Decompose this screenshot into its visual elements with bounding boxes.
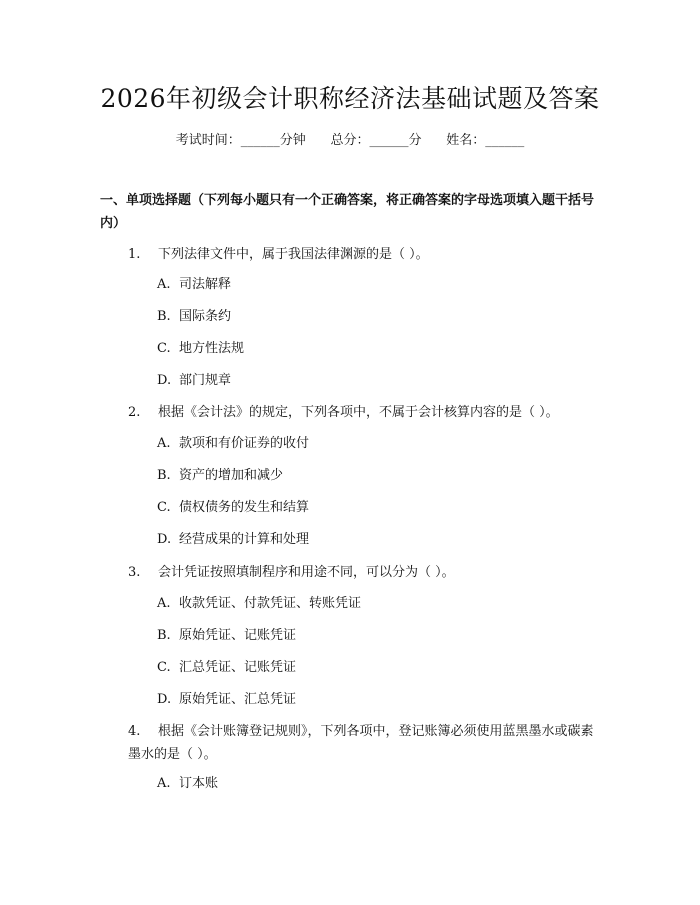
question-text: 下列法律文件中，属于我国法律渊源的是（ ）。 <box>158 247 429 262</box>
option-text: 原始凭证、汇总凭证 <box>179 692 297 707</box>
question-4 <box>128 720 598 766</box>
question-number: 4. <box>128 724 141 739</box>
question-1-option-c <box>157 339 244 359</box>
option-letter: A. <box>157 776 171 791</box>
option-letter: B. <box>157 468 171 483</box>
question-3-option-d <box>157 690 296 710</box>
question-2-option-c <box>157 498 309 518</box>
option-text: 汇总凭证、记账凭证 <box>179 660 297 675</box>
option-letter: C. <box>157 500 171 515</box>
question-4-option-a <box>157 774 218 794</box>
option-text: 资产的增加和减少 <box>179 468 284 483</box>
question-text: 根据《会计账簿登记规则》，下列各项中，登记账簿必须使用蓝黑墨水或碳素墨水的是（ ）。 <box>128 724 594 762</box>
option-letter: C. <box>157 660 171 675</box>
option-letter: D. <box>157 373 172 388</box>
question-number: 3. <box>128 565 141 580</box>
question-3-option-b <box>157 626 296 646</box>
option-letter: B. <box>157 628 171 643</box>
option-letter: A. <box>157 596 171 611</box>
option-text: 收款凭证、付款凭证、转账凭证 <box>179 596 362 611</box>
question-1-option-b <box>157 307 231 327</box>
question-number: 2. <box>128 405 141 420</box>
option-text: 部门规章 <box>179 373 232 388</box>
option-letter: D. <box>157 692 172 707</box>
option-text: 款项和有价证券的收付 <box>179 436 310 451</box>
option-text: 债权债务的发生和结算 <box>179 500 310 515</box>
exam-info-line: 考试时间：______分钟 总分：______分 姓名：______ <box>175 133 525 148</box>
question-text: 会计凭证按照填制程序和用途不同，可以分为（ ）。 <box>158 565 455 580</box>
question-1 <box>128 243 429 266</box>
question-3 <box>128 561 455 584</box>
option-text: 经营成果的计算和处理 <box>179 532 310 547</box>
option-text: 司法解释 <box>179 277 232 292</box>
question-3-option-a <box>157 594 361 614</box>
option-letter: A. <box>157 436 171 451</box>
option-letter: D. <box>157 532 172 547</box>
option-letter: A. <box>157 277 171 292</box>
question-2-option-b <box>157 466 283 486</box>
option-letter: C. <box>157 341 171 356</box>
question-3-option-c <box>157 658 296 678</box>
question-1-option-a <box>157 275 231 295</box>
option-text: 国际条约 <box>179 309 232 324</box>
question-2-option-d <box>157 530 309 550</box>
option-text: 地方性法规 <box>179 341 245 356</box>
option-letter: B. <box>157 309 171 324</box>
option-text: 原始凭证、记账凭证 <box>179 628 297 643</box>
document-title: 2026年初级会计职称经济法基础试题及答案 <box>100 84 600 113</box>
question-1-option-d <box>157 371 231 391</box>
question-2 <box>128 401 559 424</box>
question-2-option-a <box>157 434 309 454</box>
option-text: 订本账 <box>179 776 219 791</box>
question-text: 根据《会计法》的规定，下列各项中，不属于会计核算内容的是（ ）。 <box>158 405 559 420</box>
section-header: 一、单项选择题（下列每小题只有一个正确答案，将正确答案的字母选项填入题干括号内） <box>100 193 595 231</box>
question-number: 1. <box>128 247 141 262</box>
